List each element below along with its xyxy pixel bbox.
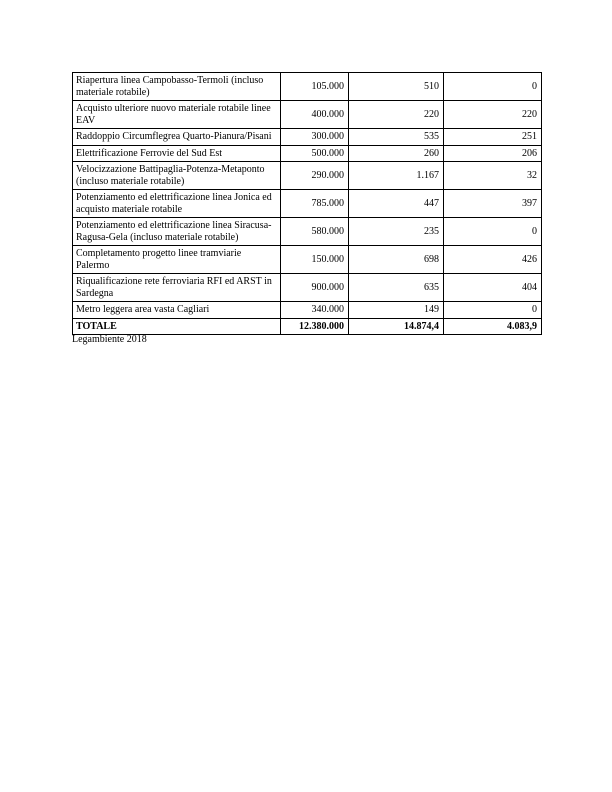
source-caption: Legambiente 2018 [72, 334, 147, 345]
cost-value: 340.000 [281, 302, 349, 319]
cost-value: 150.000 [281, 246, 349, 274]
table-row [73, 73, 542, 101]
value-column-3: 0 [444, 218, 542, 246]
value-column-3: 32 [444, 162, 542, 190]
table-row [73, 101, 542, 129]
project-name: Potenziamento ed elettrificazione linea Jonica ed acquisto materiale rotabile [73, 190, 281, 218]
project-name: Raddoppio Circumflegrea Quarto-Pianura/Pisani [73, 129, 281, 146]
total-cost-value: 12.380.000 [281, 318, 349, 335]
value-column-3: 397 [444, 190, 542, 218]
cost-value: 580.000 [281, 218, 349, 246]
table-row [73, 162, 542, 190]
total-label: TOTALE [73, 318, 281, 335]
cost-value: 400.000 [281, 101, 349, 129]
project-name: Elettrificazione Ferrovie del Sud Est [73, 145, 281, 162]
value-column-2: 260 [349, 145, 444, 162]
total-row [73, 318, 542, 335]
project-name: Riqualificazione rete ferroviaria RFI ed ARST in Sardegna [73, 274, 281, 302]
cost-value: 500.000 [281, 145, 349, 162]
project-name: Metro leggera area vasta Cagliari [73, 302, 281, 319]
value-column-3: 426 [444, 246, 542, 274]
project-name: Riapertura linea Campobasso-Termoli (incluso materiale rotabile) [73, 73, 281, 101]
table-row [73, 246, 542, 274]
cost-value: 900.000 [281, 274, 349, 302]
value-column-3: 206 [444, 145, 542, 162]
project-name: Acquisto ulteriore nuovo materiale rotabile linee EAV [73, 101, 281, 129]
project-name: Potenziamento ed elettrificazione linea Siracusa-Ragusa-Gela (incluso materiale rotabile) [73, 218, 281, 246]
table-row [73, 145, 542, 162]
value-column-3: 251 [444, 129, 542, 146]
table-row [73, 302, 542, 319]
value-column-2: 220 [349, 101, 444, 129]
table-row [73, 274, 542, 302]
value-column-2: 698 [349, 246, 444, 274]
value-column-3: 404 [444, 274, 542, 302]
cost-value: 300.000 [281, 129, 349, 146]
value-column-2: 149 [349, 302, 444, 319]
value-column-2: 447 [349, 190, 444, 218]
value-column-2: 1.167 [349, 162, 444, 190]
total-value-column-2: 14.874,4 [349, 318, 444, 335]
value-column-2: 535 [349, 129, 444, 146]
cost-value: 785.000 [281, 190, 349, 218]
projects-table [72, 72, 542, 335]
value-column-3: 220 [444, 101, 542, 129]
value-column-3: 0 [444, 302, 542, 319]
cost-value: 105.000 [281, 73, 349, 101]
total-value-column-3: 4.083,9 [444, 318, 542, 335]
value-column-3: 0 [444, 73, 542, 101]
value-column-2: 635 [349, 274, 444, 302]
project-name: Completamento progetto linee tramviarie Palermo [73, 246, 281, 274]
cost-value: 290.000 [281, 162, 349, 190]
value-column-2: 510 [349, 73, 444, 101]
table-row [73, 218, 542, 246]
project-name: Velocizzazione Battipaglia-Potenza-Metaponto (incluso materiale rotabile) [73, 162, 281, 190]
value-column-2: 235 [349, 218, 444, 246]
table-row [73, 129, 542, 146]
table-row [73, 190, 542, 218]
